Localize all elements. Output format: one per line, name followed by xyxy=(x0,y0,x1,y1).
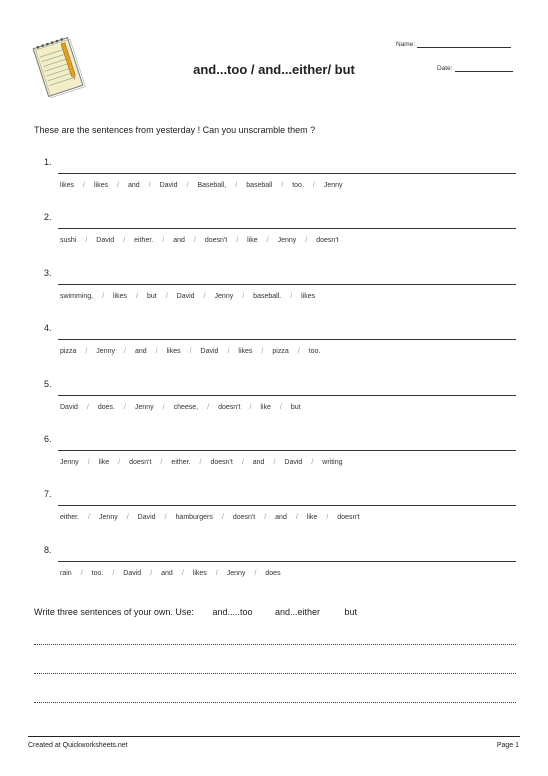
word-separator: / xyxy=(88,514,91,522)
scrambled-word: either. xyxy=(171,459,191,466)
answer-line[interactable] xyxy=(58,561,516,562)
scrambled-word: David xyxy=(284,459,303,466)
writing-line[interactable] xyxy=(34,644,516,645)
word-separator: / xyxy=(261,348,264,356)
scrambled-word: baseball. xyxy=(253,292,282,300)
scrambled-words xyxy=(60,293,315,300)
word-separator: / xyxy=(236,237,239,245)
scrambled-word: too. xyxy=(308,348,321,356)
name-line xyxy=(417,47,511,48)
scrambled-word: Jenny xyxy=(60,459,79,466)
word-separator: / xyxy=(136,292,138,300)
scrambled-word: doesn't xyxy=(204,237,228,245)
word-separator: / xyxy=(311,459,314,466)
scrambled-word: David xyxy=(123,569,142,577)
scrambled-word: either. xyxy=(60,514,80,522)
answer-line[interactable] xyxy=(58,173,516,174)
scrambled-word: Jenny xyxy=(96,348,115,356)
word-separator: / xyxy=(186,182,189,189)
scrambled-word: like xyxy=(306,514,318,522)
scrambled-words xyxy=(60,237,339,244)
scrambled-word: likes xyxy=(113,292,128,300)
scrambled-word: but xyxy=(290,403,301,411)
writing-line[interactable] xyxy=(34,702,516,703)
word-separator: / xyxy=(123,237,126,245)
question-number: 1. xyxy=(44,157,52,167)
scrambled-word: sushi xyxy=(60,237,77,245)
scrambled-words xyxy=(60,514,360,521)
scrambled-word: doesn't xyxy=(232,514,256,522)
scrambled-word: Jenny xyxy=(214,292,234,300)
word-separator: / xyxy=(85,348,88,356)
question-number: 2. xyxy=(44,212,52,223)
answer-line[interactable] xyxy=(58,228,516,229)
scrambled-word: doesn't xyxy=(218,403,241,411)
scrambled-word: and xyxy=(161,569,173,577)
scrambled-word: David xyxy=(159,182,178,189)
scrambled-word: pizza xyxy=(60,348,77,356)
scrambled-words xyxy=(60,459,343,466)
scrambled-word: Baseball, xyxy=(197,182,227,189)
word-separator: / xyxy=(279,403,282,411)
scrambled-word: cheese, xyxy=(173,403,199,411)
scrambled-word: Jenny xyxy=(99,514,118,522)
word-separator: / xyxy=(193,237,196,245)
scrambled-word: and xyxy=(173,237,185,245)
word-separator: / xyxy=(86,403,89,411)
scrambled-word: baseball xyxy=(246,182,273,189)
scrambled-word: either. xyxy=(134,237,154,245)
scrambled-word: likes xyxy=(301,292,316,300)
writing-task xyxy=(34,607,357,617)
answer-line[interactable] xyxy=(58,505,516,506)
name-field[interactable] xyxy=(396,41,511,48)
word-separator: / xyxy=(203,292,206,300)
scrambled-word: David xyxy=(200,348,219,356)
scrambled-word: like xyxy=(260,403,271,411)
footer-credit: Created at Quickworksheets.net xyxy=(28,742,128,749)
scrambled-word: likes xyxy=(166,348,181,356)
task-item: and.....too xyxy=(212,607,253,617)
word-separator: / xyxy=(123,348,126,356)
task-label: Write three sentences of your own. Use: xyxy=(34,607,194,617)
word-separator: / xyxy=(83,182,85,189)
scrambled-word: and xyxy=(275,514,287,522)
word-separator: / xyxy=(235,182,238,189)
scrambled-words xyxy=(60,348,320,355)
word-separator: / xyxy=(241,459,244,466)
scrambled-word: Jenny xyxy=(226,569,246,577)
name-label: Name: xyxy=(396,41,416,48)
scrambled-word: doesn't xyxy=(316,237,339,245)
footer-divider xyxy=(28,736,520,737)
question-number: 5. xyxy=(44,378,52,389)
answer-line[interactable] xyxy=(58,339,516,340)
scrambled-word: does. xyxy=(97,403,115,411)
word-separator: / xyxy=(85,237,88,245)
answer-line[interactable] xyxy=(58,395,516,396)
word-separator: / xyxy=(297,348,300,356)
scrambled-word: David xyxy=(96,237,115,245)
scrambled-word: but xyxy=(146,292,157,300)
word-separator: / xyxy=(207,403,210,411)
question-number: 4. xyxy=(44,323,52,334)
word-separator: / xyxy=(295,514,298,522)
scrambled-word: doesn't xyxy=(337,514,360,522)
question-number: 3. xyxy=(44,267,52,278)
answer-line[interactable] xyxy=(58,450,516,451)
scrambled-word: likes xyxy=(60,182,75,189)
word-separator: / xyxy=(155,348,158,356)
scrambled-word: Jenny xyxy=(323,182,343,189)
word-separator: / xyxy=(126,514,129,522)
scrambled-word: and xyxy=(134,348,147,356)
word-separator: / xyxy=(242,292,245,300)
word-separator: / xyxy=(189,348,192,356)
word-separator: / xyxy=(264,514,267,522)
scrambled-word: pizza xyxy=(272,348,289,356)
word-separator: / xyxy=(290,292,293,300)
word-separator: / xyxy=(102,292,105,300)
page-number: Page 1 xyxy=(496,742,519,749)
scrambled-word: David xyxy=(137,514,156,522)
word-separator: / xyxy=(162,237,165,245)
word-separator: / xyxy=(112,569,115,577)
answer-line[interactable] xyxy=(58,284,516,285)
word-separator: / xyxy=(281,182,284,189)
scrambled-word: rain xyxy=(60,569,72,577)
scrambled-word: writing xyxy=(322,459,343,466)
scrambled-word: too. xyxy=(292,182,304,189)
scrambled-word: like xyxy=(247,237,258,245)
word-separator: / xyxy=(162,403,165,411)
word-separator: / xyxy=(181,569,184,577)
page-title: and...too / and...either/ but xyxy=(193,62,355,77)
word-separator: / xyxy=(326,514,329,522)
word-separator: / xyxy=(164,514,167,522)
scrambled-words xyxy=(60,570,281,577)
word-separator: / xyxy=(266,237,269,245)
scrambled-word: David xyxy=(176,292,195,300)
word-separator: / xyxy=(87,459,90,466)
date-label: Date: xyxy=(437,65,453,72)
scrambled-words xyxy=(60,404,301,411)
word-separator: / xyxy=(148,182,151,189)
word-separator: / xyxy=(221,514,224,522)
scrambled-word: like xyxy=(98,459,110,466)
scrambled-word: doesn't xyxy=(129,459,152,466)
question-number: 8. xyxy=(44,544,52,555)
word-separator: / xyxy=(227,348,230,356)
word-separator: / xyxy=(116,182,119,189)
scrambled-word: and xyxy=(127,182,140,189)
word-separator: / xyxy=(312,182,315,189)
word-separator: / xyxy=(305,237,308,245)
word-separator: / xyxy=(160,459,163,466)
word-separator: / xyxy=(118,459,121,466)
word-separator: / xyxy=(273,459,276,466)
task-item: and...either xyxy=(274,607,321,617)
question-number: 7. xyxy=(44,489,52,500)
question-number: 6. xyxy=(44,434,52,444)
scrambled-word: and xyxy=(252,459,265,466)
instructions: These are the sentences from yesterday ! Can you unscramble them ? xyxy=(34,125,316,135)
word-separator: / xyxy=(150,569,153,577)
scrambled-words xyxy=(60,182,343,189)
scrambled-word: David xyxy=(60,403,78,411)
scrambled-word: Jenny xyxy=(277,237,297,245)
scrambled-word: hamburgers xyxy=(175,514,213,522)
word-separator: / xyxy=(249,403,252,411)
word-separator: / xyxy=(254,569,257,577)
scrambled-word: swimming, xyxy=(60,292,94,300)
word-separator: / xyxy=(215,569,218,577)
scrambled-word: likes xyxy=(238,348,253,356)
word-separator: / xyxy=(80,569,83,577)
scrambled-word: does xyxy=(265,569,281,577)
task-item: but xyxy=(344,607,358,617)
word-separator: / xyxy=(123,403,126,411)
scrambled-word: doesn't xyxy=(210,459,233,466)
scrambled-word: likes xyxy=(192,569,207,577)
scrambled-word: likes xyxy=(93,182,108,189)
scrambled-word: too. xyxy=(91,569,104,577)
word-separator: / xyxy=(199,459,202,466)
writing-line[interactable] xyxy=(34,673,516,674)
word-separator: / xyxy=(165,292,168,300)
scrambled-word: Jenny xyxy=(134,403,154,411)
